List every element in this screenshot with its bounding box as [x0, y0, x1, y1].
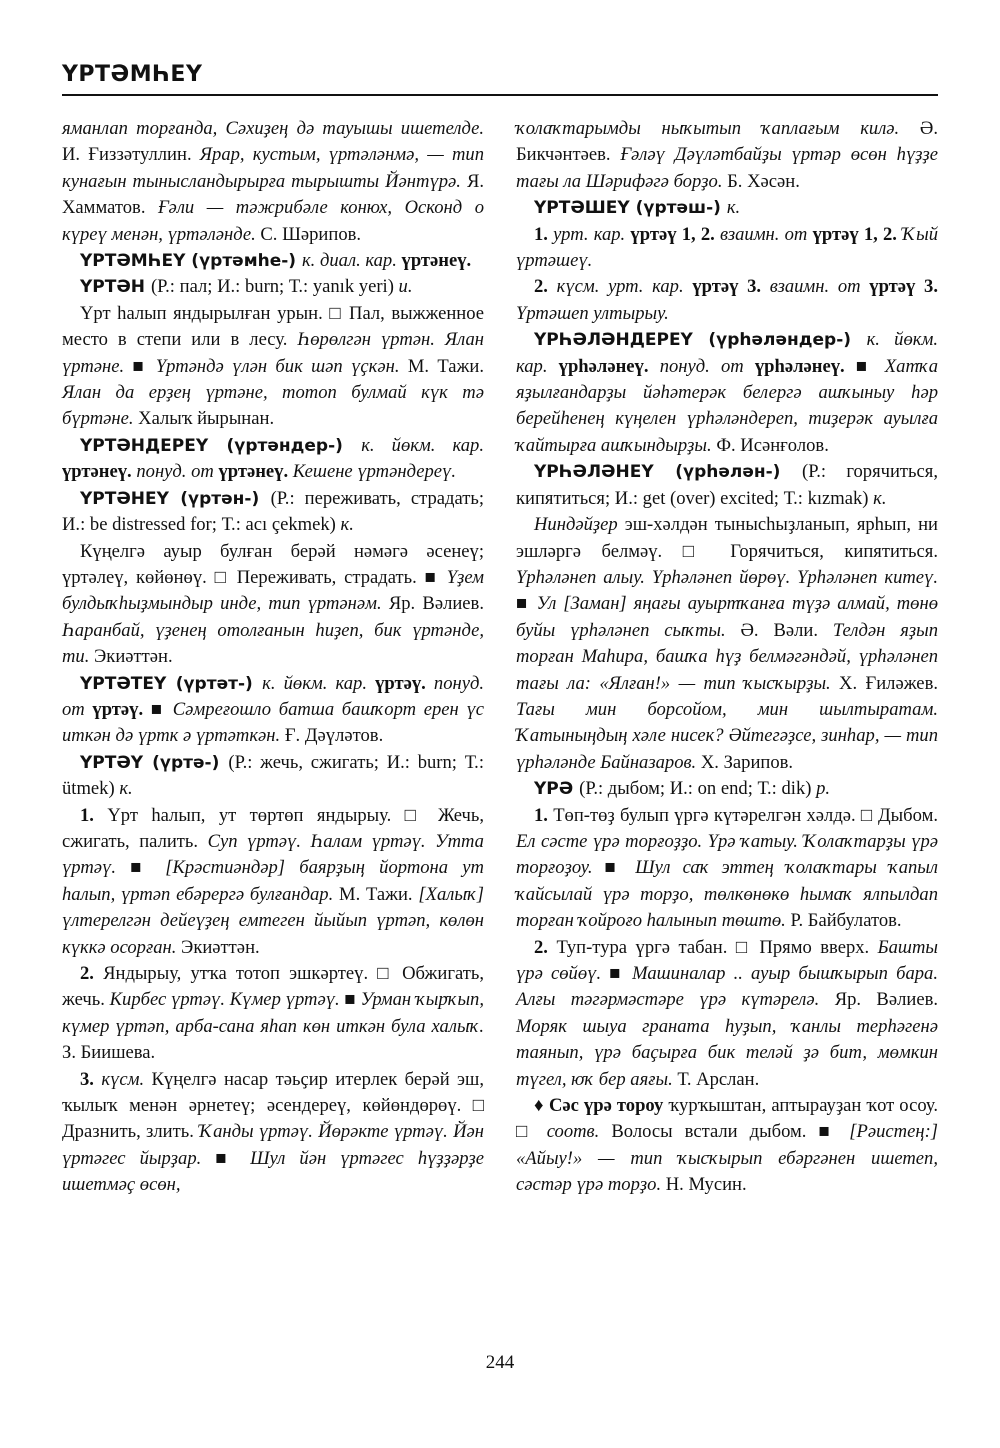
text-run: к. — [119, 778, 133, 800]
headword: ҮРТӘШЕҮ (үртәш-) — [534, 198, 727, 219]
dictionary-entry-head — [516, 327, 938, 459]
text-run: Күңелгә ауыр булған берәй нәмәгә әсенеү; үртәлеү, көйөнөү. □ Переживать, страдать. — [62, 540, 484, 588]
dictionary-paragraph — [516, 116, 938, 195]
text-run: Тағы мин борсойом, мин шылтыратам. Ҡатыныңдың хәле нисек? Әйтегәҙсе, зинһар, — тип үрһәләнде Байназаров. — [516, 698, 938, 773]
dictionary-paragraph — [516, 803, 938, 935]
dictionary-paragraph — [62, 539, 484, 671]
text-run: М. Тажи. — [407, 355, 484, 377]
text-run: Р. Байбулатов. — [790, 910, 902, 932]
text-run: Халыҡ йырынан. — [138, 408, 275, 430]
text-run: 1. — [534, 804, 554, 826]
text-run: [Халыҡ] үлтерелгән дейеүҙең емтеген йыйып үртәп, көлөн күккә осорған. — [62, 883, 484, 958]
text-run: Ә. Бикчәнтәев. — [516, 118, 938, 166]
text-run: ■ [Рәистең:] «Айыу!» — тип ҡысҡырып ебәргәнен ишетеп, сәстәр үрә торҙо. — [516, 1121, 938, 1196]
text-run: Ниндәйҙер — [534, 514, 625, 536]
text-run: Ҡый үртәшеү. — [516, 223, 938, 272]
text-run: эш-хәлдән тынысһыҙланып, ярһып, ни эшләргә белмәү. □ Горячиться, кипятиться. — [516, 514, 938, 562]
dictionary-paragraph — [516, 935, 938, 1093]
text-run: Х. Ғиләжев. — [839, 672, 938, 694]
headword: ҮРТӘТЕҮ (үртәт-) — [80, 673, 263, 694]
headword: ҮРТӘН — [80, 277, 151, 298]
dictionary-paragraph — [62, 1067, 484, 1199]
dictionary-paragraph — [516, 274, 938, 327]
text-run: Телдән яҙып торған Маһира, башҡа һүҙ белмәгәндәй, үрһәләнеп тағы ла: «Ялған!» — тип ҡысҡырҙы. — [516, 619, 938, 694]
text-run: соотв. — [546, 1121, 612, 1143]
text-run: Ә. Вәли. — [740, 619, 833, 641]
text-run: взаимн. от — [769, 276, 870, 298]
text-run: ♦ Сәс үрә тороу — [534, 1095, 669, 1117]
text-run: понуд. от — [136, 461, 219, 483]
text-run: (Р.: пал; И.: burn; Т.: yanık yeri) — [150, 276, 399, 298]
text-run: Үрһәләнеп алыу. Үрһәләнеп йөрөү. Үрһәләнеп китеү. ■ Ул [Заман] яңағы ауыртҡанға түҙә алмай, төнө буйы үрһәләнеп сыҡты. — [516, 566, 938, 641]
headword: ҮРТӘҮ (үртә-) — [80, 752, 229, 773]
text-run: үртәү 1, 2. — [630, 223, 721, 245]
text-run: взаимн. от — [720, 223, 813, 245]
running-head: ҮРТӘМҺЕҮ — [62, 62, 203, 87]
dictionary-entry-head — [62, 433, 484, 486]
dictionary-entry-head — [62, 274, 484, 300]
text-run: үрһәләнеү. — [754, 355, 856, 377]
text-run: Һөрөлгән үртән. Ялан үртәне. ■ Үртәндә үлән бик шәп үҫкән. — [62, 329, 484, 377]
text-run: үрһәләнеү. — [558, 355, 660, 377]
text-run: үртәү 1, 2. — [812, 223, 903, 245]
dictionary-paragraph — [62, 803, 484, 961]
text-run: Я. Хамматов. — [62, 170, 484, 219]
text-run: И. Ғиззәтуллин. — [62, 144, 200, 166]
text-run: 2. — [534, 936, 557, 958]
dictionary-entry-head — [62, 671, 484, 750]
text-run: Б. Хәсән. — [727, 170, 800, 192]
right-column — [516, 116, 938, 1199]
text-run: 2. — [80, 963, 104, 984]
text-run: ■ Хатҡа яҙылғандарҙы йәһәтерәк белергә ашҡыныу һәр берейһенең күңелен үрһәләндереп, тиҙерәк ауылға ҡайтырға ашҡындырҙы. — [516, 355, 938, 456]
dictionary-paragraph — [516, 512, 938, 776]
headword: ҮРҺӘЛӘНЕҮ (үрһәлән-) — [534, 462, 802, 483]
text-run: ■ Сәмреғошло батша башҡорт ерен үс иткән дә үртк ә үртәткән. — [62, 698, 485, 747]
dictionary-paragraph — [62, 116, 484, 248]
headword: ҮРТӘНЕҮ (үртән-) — [80, 488, 271, 509]
text-run: Волосы встали дыбом. — [611, 1121, 819, 1143]
text-run: Үрт һалып яндырылған урын. □ Пал, выжженное место в степи или в лесу. — [62, 302, 484, 351]
text-run: (Р.: жечь, сжигать; И.: burn; Т.: ütmek) — [62, 751, 484, 800]
text-run: Ғәләү Дәүләтбайҙы үртәр өсөн һүҙҙе тағы ла Шәрифәгә борҙо. — [516, 144, 938, 192]
text-run: күсм. урт. кар. — [556, 276, 693, 298]
dictionary-paragraph — [516, 222, 938, 275]
text-run: Моряк шыуа граната һуҙып, ҡанлы терһәгенә таянып, үрә баҫырға бик теләй ҙә бит, мөмкин түгел, юҡ бер аяғы. — [516, 1015, 938, 1090]
text-run: Ф. Исәнғолов. — [716, 434, 829, 456]
headword: ҮРӘ — [534, 779, 580, 800]
dictionary-entry-head — [516, 776, 938, 802]
text-run: понуд. от — [659, 355, 755, 377]
text-run: Үрт һалып, ут төртөп яндырыу. □ Жечь, сжигать, палить. — [62, 804, 484, 852]
text-run: үртәнеү. — [62, 461, 137, 483]
text-run: к. диал. кар. — [301, 250, 402, 272]
text-run: күсм. — [101, 1068, 152, 1090]
text-run: З. Биишева. — [62, 1042, 156, 1064]
text-run: к. — [726, 197, 741, 219]
text-run: үртәү 3. — [692, 276, 770, 298]
text-run: ҡурҡыштан, аптырауҙан ҡот осоу. □ — [516, 1095, 938, 1143]
text-run: Н. Мусин. — [665, 1174, 747, 1196]
text-run: Х. Зарипов. — [700, 751, 794, 773]
text-run: Күңелгә насар тәьҫир итерлек берәй эш, ҡылыҡ менән әрнетеү; әсендереү, көйөндөрөү. □ Дразнить, злить. — [62, 1068, 484, 1143]
text-run: Суп үртәү. Һалам үртәү. Утта үртәү. ■ [Крәстиәндәр] баярҙың йортона ут һалып, үртәп ебәрергә булғандар. — [62, 830, 484, 905]
text-run: к. йөкм. кар. — [516, 329, 938, 377]
text-run: С. Шәрипов. — [260, 223, 362, 245]
text-run: к. йөкм. кар. — [361, 434, 484, 456]
text-run: понуд. от — [62, 672, 484, 720]
left-column — [62, 116, 484, 1199]
text-run: урт. кар. — [553, 223, 631, 245]
text-run: к. — [340, 514, 354, 536]
dictionary-paragraph — [516, 1093, 938, 1199]
text-run: 2. — [534, 276, 557, 298]
dictionary-paragraph — [62, 961, 484, 1067]
text-run: к. — [873, 487, 887, 509]
header-rule — [62, 94, 938, 96]
text-run: ҡолаҡтарымды ныҡытып ҡаплағым килә. — [516, 118, 920, 139]
text-run: Ялан да ерҙең үртәне, тотоп булмай күк тә бүртәне. — [62, 382, 484, 430]
dictionary-paragraph — [62, 301, 484, 433]
text-run: 3. — [80, 1068, 102, 1090]
text-run: үртәү. — [375, 672, 434, 694]
text-run: Яр. Вәлиев. — [834, 989, 938, 1011]
dictionary-entry-head — [62, 750, 484, 803]
text-run: (Р.: дыбом; И.: on end; Т.: dik) — [579, 778, 817, 800]
text-run: үртәү. — [92, 698, 151, 720]
text-run: М. Тажи. — [339, 883, 419, 905]
text-run: Яндырыу, утҡа тотоп эшкәртеү. □ Обжигать, жечь. — [62, 963, 485, 1011]
text-run: үртәнеү. — [401, 250, 472, 272]
text-run: Яр. Вәлиев. — [388, 593, 484, 615]
text-run: Башты үрә сөйөү. ■ Машиналар .. ауыр бышҡырып бара. Алғы тәгәрмәстәре үрә күтәрелә. — [516, 936, 938, 1011]
text-run: 1. — [534, 223, 554, 245]
text-run: Ғ. Дәүләтов. — [284, 725, 384, 747]
text-run: Экиәттән. — [94, 646, 173, 668]
text-run: Ғәли — тәжрибәле конюх, Осконд о күреү менән, үртәләнде. — [62, 197, 484, 245]
text-run: к. йөкм. кар. — [262, 672, 376, 694]
text-run: Экиәттән. — [181, 936, 260, 958]
headword: ҮРТӘМҺЕҮ (үртәмһе-) — [80, 251, 302, 272]
text-run: Кешене үртәндереү. — [292, 461, 456, 483]
text-run: ■ Үҙем булдыҡһыҙмындыр инде, тип үртәнәм. — [62, 566, 484, 615]
dictionary-entry-head — [516, 459, 938, 512]
text-run: Ҡанды үртәү. Йөрәкте үртәү. Йән үртәгес йырҙар. ■ Шул йән үртәгес һүҙҙәрҙе ишетмәҫ өсөн, — [62, 1121, 485, 1196]
dictionary-entry-head — [62, 248, 484, 274]
headword: ҮРТӘНДЕРЕҮ (үртәндер-) — [80, 435, 362, 456]
dictionary-entry-head — [62, 486, 484, 539]
text-run: үртәнеү. — [218, 461, 293, 483]
text-run: Һаранбай, үҙенең отолғанын һиҙеп, бик үртәнде, ти. — [62, 619, 484, 668]
dictionary-entry-head — [516, 195, 938, 221]
text-run: и. — [398, 276, 413, 298]
text-run: Ярар, кустым, үртәләнмә, — тип кунағын тынысландырырға тырышты Йәнтүрә. — [62, 144, 484, 192]
text-run: (Р.: переживать, страдать; И.: be distressed for; Т.: acı çekmek) — [62, 487, 485, 536]
text-run: р. — [816, 778, 831, 800]
text-run: Ел сәсте үрә торғоҙҙо. Үрә ҡатыу. Ҡолаҡтарҙы үрә торғоҙоу. ■ Шул саҡ эттең ҡолаҡтары ҡапыл ҡайсылай үрә торҙо, төлкөнөкө һымаҡ ялпылдап торған ҡойроғо һалынып төштө. — [516, 830, 938, 932]
page-number: 244 — [485, 1352, 515, 1373]
text-run: Туп-тура үргә табан. □ Прямо вверх. — [556, 936, 878, 958]
text-run: үртәү 3. — [869, 276, 938, 298]
text-run: Кирбес үртәү. Күмер үртәү. ■ Урман ҡырҡып, күмер үртәп, арба-сана яһап көн иткән була халыҡ. — [62, 989, 484, 1037]
text-run: Үртәшеп ултырыу. — [516, 302, 669, 324]
text-run: Т. Арслан. — [677, 1068, 760, 1090]
text-run: (Р.: горячиться, кипятиться; И.: get (over) excited; Т.: kızmak) — [516, 461, 938, 509]
text-run: 1. — [80, 804, 108, 826]
text-run: яманлап торғанда, Сәхиҙең дә тауышы ишетелде. — [62, 118, 484, 139]
text-run: Төп-төҙ булып үргә күтәрелгән хәлдә. □ Дыбом. — [553, 804, 938, 826]
headword: ҮРҺӘЛӘНДЕРЕҮ (үрһәләндер-) — [534, 330, 867, 351]
